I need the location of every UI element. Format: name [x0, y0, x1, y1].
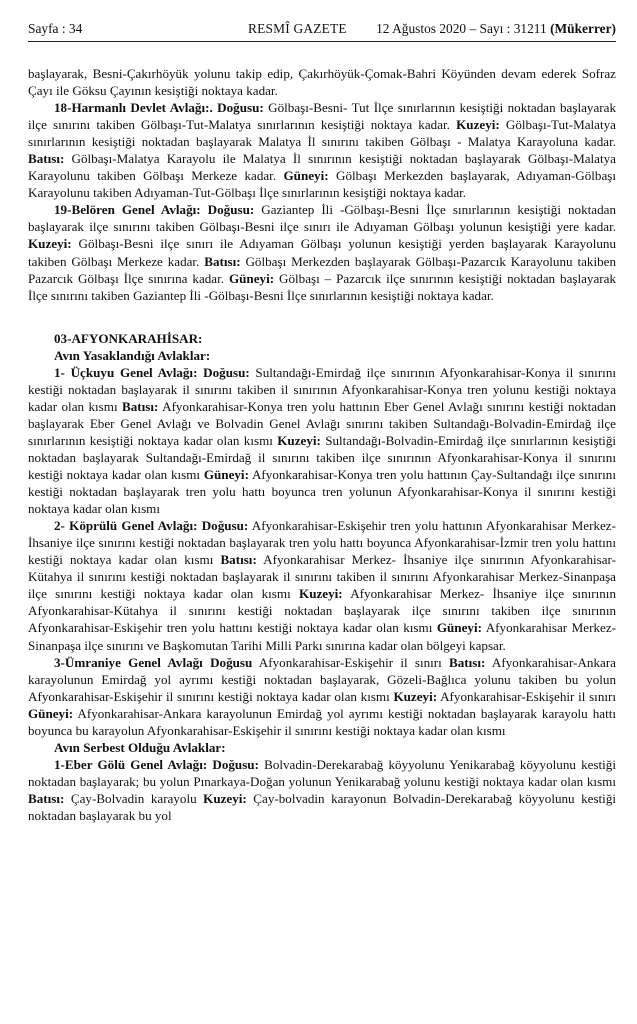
- issue-info: [376, 18, 616, 40]
- area-heading: 1- Üçkuyu Genel Avlağı:: [54, 364, 198, 380]
- restricted-heading: Avın Yasaklandığı Avlaklar:: [54, 347, 211, 363]
- direction-label: Batısı:: [122, 398, 159, 414]
- direction-label: Güneyi:: [203, 467, 249, 483]
- direction-text: Afyonkarahisar-Eskişehir tren yolu hattının Afyonkarahisar Merkez- İhsaniye ilçe sınırını kestiği noktadan başlayarak tren yolu hattı boyunca Afyonkarahisar-İzmir tren yolu hattını kestiği noktaya kadar olan kısmı: [28, 518, 616, 568]
- direction-text: Bolvadin-Derekarabağ köyyolunu Yenikarabağ köyyolunu kestiği noktadan başlayarak; bu yolun Pınarkaya-Doğan yolunun Yenikarabağ yolunu kestiği noktaya kadar olan kısmı: [28, 756, 616, 789]
- direction-text: Gölbaşı – Pazarcık ilçe sınırının kesiştiği noktadan başlayarak İlçe sınırını takiben Gaziantep İli -Gölbaşı-Besni İlçe sınırlarının kesiştiği noktaya kadar.: [28, 270, 617, 303]
- direction-text: Çay-bolvadin karayonun Bolvadin-Derekarabağ köyyolunu kestiği noktadan başlayarak bu yol: [28, 790, 617, 823]
- open-heading: Avın Serbest Olduğu Avlaklar:: [54, 739, 226, 755]
- direction-label: Güneyi:: [228, 270, 275, 286]
- area-heading: 2- Köprülü Genel Avlağı:: [54, 518, 198, 534]
- direction-label: Güneyi:: [436, 620, 482, 636]
- direction-label: Doğusu:: [207, 202, 255, 218]
- direction-label: Güneyi:: [283, 168, 329, 184]
- direction-label: Kuzeyi:: [299, 586, 343, 602]
- area-paragraph-18: [28, 99, 616, 201]
- province-title: 03-AFYONKARAHİSAR:: [54, 330, 203, 346]
- direction-label: Kuzeyi:: [456, 117, 500, 133]
- direction-text: Afyonkarahisar-Eskişehir il sınırı: [252, 654, 450, 670]
- section-gap: [28, 304, 616, 330]
- direction-label: Batısı:: [28, 151, 65, 167]
- area-paragraph-19: [28, 201, 616, 303]
- area-heading: 19-Belören Genel Avlağı:: [54, 202, 201, 218]
- direction-label: Kuzeyi:: [277, 432, 321, 448]
- direction-label: Doğusu: [210, 654, 253, 670]
- direction-text: Afyonkarahisar-Eskişehir il sınırı: [437, 688, 616, 704]
- direction-text: Gölbaşı Merkezden başlayarak, Adıyaman-Gölbaşı Karayolunu takiben Adıyaman-Tut-Gölbaşı İlçe sınırlarının kesiştiği noktaya kadar.: [28, 168, 616, 201]
- continuation-paragraph: başlayarak, Besni-Çakırhöyük yolunu takip edip, Çakırhöyük-Çomak-Bahri Köyünden devam ederek Sofraz Çayı ile Göksu Çayının kesiştiği noktaya kadar.: [28, 66, 616, 99]
- area-heading: 3-Ümraniye Genel Avlağı: [54, 654, 203, 670]
- page-number: Sayfa : 34: [28, 21, 83, 36]
- restricted-area-2: [28, 517, 616, 653]
- direction-text: Afyonkarahisar-Konya tren yolu hattının Eber Genel Avlağı sınırını kestiği noktadan başlayarak Eber Genel Avlağı ve Bolvadin Genel Avlağı sınırını takiben Sultandağı-Bolvadin-Emirdağ ilçe sınırlarının kesiştiği noktaya kadar olan kısmı: [28, 398, 617, 448]
- gazette-page: [28, 18, 617, 823]
- direction-label: Batısı:: [220, 552, 257, 568]
- direction-label: Doğusu:: [217, 100, 264, 116]
- open-area-1: [28, 756, 616, 824]
- direction-text: Afyonkarahisar-Ankara karayolunun Emirdağ yol ayrımı kestiği noktadan başlayarak karayolu hattı boyunca bu karayolun Afyonkarahisar-Eskişehir il sınırını kestiği noktaya kadar olan kısmı: [28, 705, 616, 738]
- direction-label: Batısı:: [449, 654, 486, 670]
- direction-text: Gölbaşı-Tut-Malatya sınırlarının kesiştiği noktadan başlayarak Malatya İl sınırını takiben Gölbaşı - Malatya Karayoluna kadar.: [28, 117, 616, 150]
- restricted-area-3: [28, 654, 616, 739]
- area-heading: 1-Eber Gölü Genel Avlağı:: [54, 756, 208, 772]
- direction-text: Gölbaşı-Malatya Karayolu ile Malatya İl sınırının kesiştiği noktadan başlayarak Gölbaşı-Malatya Karayolunu takiben Gölbaşı Merkeze kadar.: [28, 151, 616, 184]
- direction-text: Gaziantep İli -Gölbaşı-Besni İlçe sınırlarının kesiştiği noktadan başlayarak ilçe sınırını takiben Gölbaşı-Besni ilçe sınırı ile Adıyaman Gölbaşı yolunun kesiştiği yere kadar.: [28, 202, 616, 235]
- edition-label: (Mükerrer): [550, 21, 616, 36]
- direction-label: Batısı:: [204, 253, 241, 269]
- direction-text: Afyonkarahisar-Ankara karayolunun Emirdağ yol ayrımı kestiği noktadan başlayarak, Gözeli-Bağlıca yolunu takiben bu yolun Afyonkarahisar-Eskişehir il sınırını kestiği noktaya kadar olan kısmı: [28, 654, 616, 704]
- direction-label: Doğusu:: [203, 364, 250, 380]
- direction-text: Afyonkarahisar Merkez-Sinanpaşa ilçe sınırını ve Başkomutan Tarihi Milli Parkı sınırına kadar olan bölgeyi kapsar.: [28, 620, 616, 653]
- direction-label: Doğusu:: [212, 756, 259, 772]
- header-rule: [28, 41, 616, 42]
- area-heading: 18-Harmanlı Devlet Avlağı:.: [54, 100, 213, 116]
- gazette-title: RESMÎ GAZETE: [248, 21, 347, 36]
- direction-label: Kuzeyi:: [203, 790, 247, 806]
- direction-text: Afyonkarahisar-Konya tren yolu hattının Çay-Sultandağı ilçe sınırını kestiği noktadan başlayarak tren yolu hattı boyunca tren yolunun Afyonkarahisar-Konya il sınırını kestiği noktaya kadar olan kısmı: [28, 467, 616, 517]
- direction-text: Afyonkarahisar Merkez- İhsaniye ilçe sınırının Afyonkarahisar-Kütahya il sınırını kestiği noktadan başlayarak il sınırını takiben il sınırını Afyonkarahisar Merkez-Sinanpaşa ilçe sınırını kestiği noktaya kadar olan kısmı: [28, 552, 616, 602]
- direction-label: Kuzeyi:: [28, 236, 72, 252]
- issue-date: 12 Ağustos 2020 – Sayı : 31211: [376, 21, 547, 36]
- direction-text: Sultandağı-Emirdağ ilçe sınırının Afyonkarahisar-Konya il sınırını kestiği noktadan başlayarak il sınırını takiben il sınırının Afyonkarahisar-Konya tren yolunu kestiği noktaya kadar olan kısmı: [28, 364, 616, 414]
- direction-text: Gölbaşı-Besni ilçe sınırı ile Adıyaman Gölbaşı yolunun kesiştiği yerden başlayarak Karayolunu takiben Gölbaşı Merkeze kadar.: [28, 236, 616, 269]
- direction-text: Gölbaşı-Besni- Tut İlçe sınırlarının kesiştiği noktadan başlayarak ilçe sınırını takiben Gölbaşı-Tut-Malatya sınırlarının kesiştiği noktaya kadar.: [28, 100, 616, 133]
- document-body: [28, 65, 616, 824]
- direction-label: Doğusu:: [201, 518, 249, 534]
- restricted-area-1: [28, 364, 616, 517]
- page-header: [28, 18, 616, 40]
- direction-label: Kuzeyi:: [393, 688, 438, 704]
- direction-text: Çay-Bolvadin karayolu: [64, 790, 204, 806]
- direction-text: Sultandağı-Bolvadin-Emirdağ ilçe sınırlarının kesiştiği noktadan başlayarak Sultandağı-Emirdağ il sınırını takiben ilçe sınırının Afyonkarahisar-Konya il sınırını kestiği noktaya kadar olan kısmı: [28, 432, 617, 483]
- direction-label: Güneyi:: [28, 705, 74, 721]
- direction-text: Gölbaşı Merkezden başlayarak Gölbaşı-Pazarcık Karayolunu takiben Pazarcık Gölbaşı İlçe sınırına kadar.: [28, 253, 616, 286]
- direction-label: Batısı:: [28, 790, 65, 806]
- direction-text: Afyonkarahisar Merkez- İhsaniye ilçe sınırının Afyonkarahisar-Kütahya il sınırını kestiği noktadan başlayarak ilçe sınırını takiben ilçe sınırının Afyonkarahisar-Eskişehir tren yolu hattını kestiği noktaya kadar olan kısmı: [28, 586, 616, 636]
